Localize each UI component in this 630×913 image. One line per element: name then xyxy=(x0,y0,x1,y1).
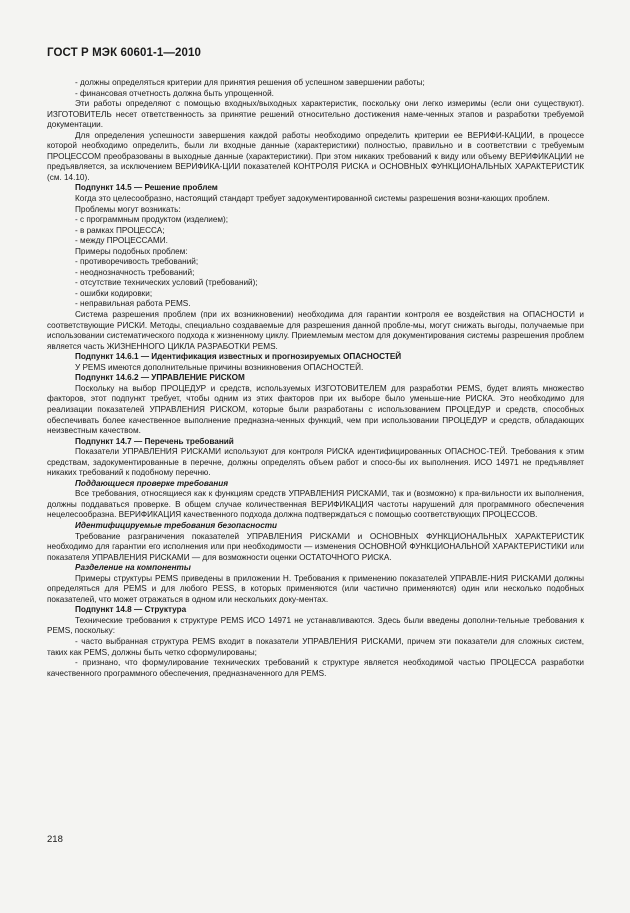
paragraph: - с программным продуктом (изделием); xyxy=(75,215,229,225)
paragraph: Для определения успешности завершения каждой работы необходимо определить критерии ее ВЕРИФИ-КАЦИИ, в процессе которой необходимо определить, были ли входные данные (характеристики) полностью, правильно и в соответствии с требуемым ПРОЦЕССОМ преобразованы в выходные данные (характеристики). При этом никаких требований к виду или объему ВЕРИФИКАЦИИ не предъявляется, за исключением ВЕРИФИКА-ЦИИ показателей КОНТРОЛЯ РИСКА и ОСНОВНЫХ ФУНКЦИОНАЛЬНЫХ ХАРАКТЕРИСТИК (см. 14.10). xyxy=(47,130,584,182)
section-heading: Подпункт 14.5 — Решение проблем xyxy=(75,183,218,193)
paragraph: - признано, что формулирование технических требований к структуре является необходимой частью ПРОЦЕССА разработки качественного программного обеспечения, предназначенного для PEMS. xyxy=(47,658,584,678)
section-heading: Подпункт 14.7 — Перечень требований xyxy=(75,436,234,446)
section-heading: Подпункт 14.8 — Структура xyxy=(75,605,187,615)
document-body xyxy=(47,78,584,679)
paragraph: - должны определяться критерии для принятия решения об успешном завершении работы; xyxy=(75,78,425,87)
paragraph: - в рамках ПРОЦЕССА; xyxy=(75,225,165,235)
paragraph: - неоднозначность требований; xyxy=(75,267,195,277)
paragraph: - противоречивость требований; xyxy=(75,257,199,267)
section-heading: Подпункт 14.6.2 — УПРАВЛЕНИЕ РИСКОМ xyxy=(75,373,245,383)
paragraph: - между ПРОЦЕССАМИ. xyxy=(75,236,168,246)
paragraph: Проблемы могут возникать: xyxy=(75,204,181,214)
paragraph: Требование разграничения показателей УПРАВЛЕНИЯ РИСКАМИ и ОСНОВНЫХ ФУНКЦИОНАЛЬНЫХ ХАРАКТЕРИСТИК необходимо для гарантии его исполнения или при необходимости — изменения ОСНОВНОЙ ФУНКЦИОНАЛЬНОЙ ХАРАКТЕРИСТИКИ или показателя УПРАВЛЕНИЯ РИСКАМИ — для возможности оценки ОСТАТОЧНОГО РИСКА. xyxy=(47,531,584,562)
paragraph: - ошибки кодировки; xyxy=(75,288,153,298)
paragraph: У PEMS имеются дополнительные причины возникновения ОПАСНОСТЕЙ. xyxy=(75,362,364,372)
paragraph: Технические требования к структуре PEMS ИСО 14971 не устанавливаются. Здесь были введены дополни-тельные требования к PEMS, поскольку: xyxy=(47,615,584,636)
paragraph: - отсутствие технических условий (требований); xyxy=(75,278,258,288)
paragraph: - часто выбранная структура PEMS входит в показатели УПРАВЛЕНИЯ РИСКАМИ, причем эти показатели для сложных систем, таких как PEMS, должны быть четко сформулированы; xyxy=(47,636,584,657)
paragraph: Примеры структуры PEMS приведены в приложении Н. Требования к применению показателей УПРАВЛЕ-НИЯ РИСКАМИ должны определяться для PEMS и для любого PESS, в которых применяются (или частично применяются) один или несколько подобных показателей, что может отражаться в одном или нескольких доку-ментах. xyxy=(47,573,584,604)
paragraph: Показатели УПРАВЛЕНИЯ РИСКАМИ используют для контроля РИСКА идентифицированных ОПАСНОС-ТЕЙ. Требования к этим средствам, задокументированные в перечне, должны определять объем работ и спосо-бы их выполнения. ИСО 14971 не предъявляет никаких требований к подобному перечню. xyxy=(47,447,584,478)
paragraph: Когда это целесообразно, настоящий стандарт требует задокументированной системы разрешения возни-кающих проблем. xyxy=(75,194,550,204)
section-heading: Разделение на компоненты xyxy=(75,563,191,573)
section-heading: Подпункт 14.6.1 — Идентификация известных и прогнозируемых ОПАСНОСТЕЙ xyxy=(75,352,402,362)
paragraph: - финансовая отчетность должна быть упрощенной. xyxy=(75,88,274,98)
paragraph: Эти работы определяют с помощью входных/выходных характеристик, поскольку они легко измеримы (если они существуют). ИЗГОТОВИТЕЛЬ несет ответственность за принятие решений относительно достижения наме-ченных этапов и разработки требуемой документации. xyxy=(47,99,584,130)
section-heading: Идентифицируемые требования безопасности xyxy=(75,520,278,530)
paragraph: - неправильная работа PEMS. xyxy=(75,299,191,309)
section-heading: Поддающиеся проверке требования xyxy=(75,478,229,488)
paragraph: Все требования, относящиеся как к функциям средств УПРАВЛЕНИЯ РИСКАМИ, так и (возможно) к пра-вильности их выполнения, должны поддаваться проверке. В общем случае количественная ВЕРИФИКАЦИЯ частоты нарушений для программного обеспечения нецелесообразна. ВЕРИФИКАЦИЯ качественного подхода должна подтверждаться с помощью соответствующих ПРОЦЕССОВ. xyxy=(47,489,584,520)
page-number: 218 xyxy=(47,834,63,845)
paragraph: Поскольку на выбор ПРОЦЕДУР и средств, используемых ИЗГОТОВИТЕЛЕМ для разработки PEMS, будет влиять множество факторов, этот подпункт требует, чтобы одним из этих факторов при их выборе было уменьше-ние РИСКА. Это необходимо для реализации показателей УПРАВЛЕНИЯ РИСКОМ, которые были разработаны с использованием ПРОЦЕДУР и средств, способных обеспечивать более качественное выполнение предназна-ченных функций, чем при использовании ПРОЦЕДУР и средств, обладающих неизвестным качеством. xyxy=(47,383,584,436)
paragraph: Примеры подобных проблем: xyxy=(75,246,188,256)
paragraph: Система разрешения проблем (при их возникновении) необходима для гарантии контроля ее воздействия на ОПАСНОСТИ и соответствующие РИСКИ. Методы, специально создаваемые для разрешения данной пробле-мы, могут снижать выгоды, получаемые при использовании систематического подхода к жизненному циклу. Приемлемым местом для документирования системы разрешения проблем является часть ЖИЗНЕННОГО ЦИКЛА РАЗРАБОТКИ PEMS. xyxy=(47,310,584,351)
document-header: ГОСТ Р МЭК 60601-1—2010 xyxy=(47,47,201,59)
